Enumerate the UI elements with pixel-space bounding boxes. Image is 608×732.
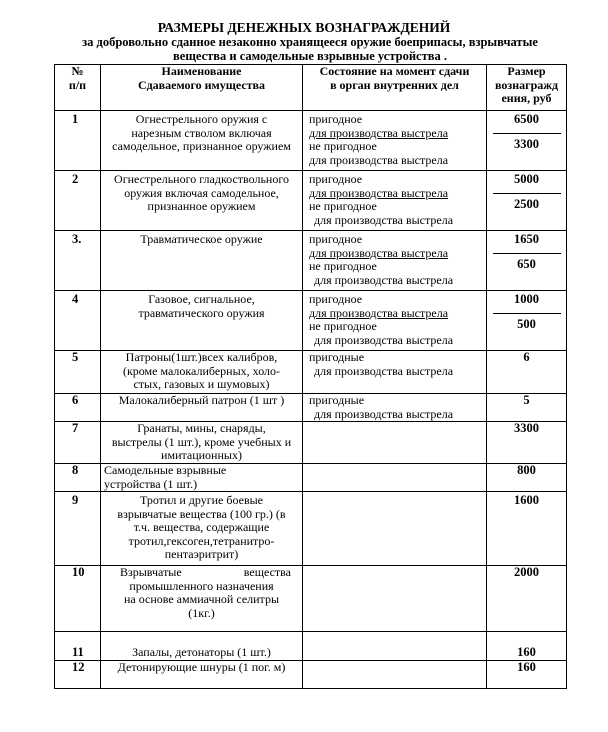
subtitle-line-2: вещества и самодельные взрывные устройства .: [173, 49, 447, 63]
row-reward-amount: [487, 422, 567, 464]
header-num-line-2: п/п: [68, 77, 87, 92]
reward-divider: [493, 193, 561, 194]
table-row: [55, 632, 567, 661]
row-item-state-line: для производства выстрела: [309, 185, 449, 200]
row-item-state: [303, 492, 487, 566]
reward-amount-value: 5000: [514, 172, 539, 186]
row-item-state-line: не пригодное: [309, 139, 377, 153]
table-row: [55, 111, 567, 171]
row-number: 8: [55, 464, 101, 492]
row-item-state-line: для производства выстрела: [309, 152, 449, 167]
row-item-name-word: вещества: [243, 565, 291, 579]
row-item-state-line: для производства выстрела: [314, 363, 454, 378]
row-item-name-line: Тротил и другие боевые: [139, 493, 264, 507]
table-row: [55, 422, 567, 464]
table-row: [55, 566, 567, 632]
row-item-name-line: признанное оружием: [147, 199, 256, 213]
table-row: [55, 351, 567, 394]
reward-amount-alt-value: 500: [517, 316, 536, 331]
row-item-name-line: Огнестрельного оружия с: [135, 112, 268, 126]
table-row: [55, 660, 567, 688]
row-item-state-line: не пригодное: [309, 199, 377, 213]
header-amount: [487, 65, 567, 111]
reward-amount-value: 160: [517, 645, 536, 659]
reward-amount-alt-value: 650: [517, 256, 536, 271]
row-item-name-line: на основе аммиачной селитры: [123, 592, 280, 606]
reward-amount-value: 800: [517, 463, 536, 477]
row-item-name: [101, 632, 303, 661]
row-item-name-line: выстрелы (1 шт.), кроме учебных и: [111, 434, 292, 449]
row-item-name-line: травматического оружия: [138, 305, 265, 320]
reward-amount-alt-value: 2500: [514, 196, 539, 211]
row-item-name-line: Самодельные взрывные: [104, 463, 227, 477]
table-row: [55, 492, 567, 566]
row-item-state: [303, 231, 487, 291]
row-number: 5: [55, 351, 101, 394]
row-item-name-line: нарезным стволом включая: [131, 125, 272, 140]
row-item-state-line: для производства выстрела: [314, 272, 454, 287]
row-item-name: [101, 394, 303, 422]
row-reward-amount: [487, 111, 567, 171]
row-number: 12: [55, 660, 101, 688]
row-item-state-line: для производства выстрела: [309, 125, 449, 140]
row-number: 6: [55, 394, 101, 422]
table-row: [55, 171, 567, 231]
row-item-name: [101, 291, 303, 351]
row-item-state: [303, 171, 487, 231]
row-item-name-word: Взрывчатые: [120, 565, 182, 579]
row-item-name: [101, 660, 303, 688]
reward-amount-value: 160: [517, 659, 536, 674]
row-item-state-line: для производства выстрела: [314, 212, 454, 227]
row-item-name: [101, 171, 303, 231]
header-name-line-1: Наименование: [161, 64, 242, 78]
row-number: 1: [55, 111, 101, 171]
row-item-state-line: пригодное: [309, 112, 363, 126]
row-item-state-line: пригодное: [309, 232, 363, 246]
row-reward-amount: [487, 231, 567, 291]
row-number: 3.: [55, 231, 101, 291]
row-item-state-line: не пригодное: [309, 319, 377, 333]
row-item-state-line: пригодные: [309, 350, 365, 364]
row-item-state: [303, 394, 487, 422]
row-reward-amount: [487, 394, 567, 422]
row-reward-amount: [487, 171, 567, 231]
table-body: [55, 111, 567, 689]
reward-amount-value: 6500: [514, 112, 539, 126]
header-amount-line-1: Размер: [507, 64, 546, 78]
row-item-name: [101, 422, 303, 464]
row-item-state: [303, 351, 487, 394]
rewards-table: [54, 64, 567, 689]
row-reward-amount: [487, 351, 567, 394]
subtitle-line-1: за добровольно сданное незаконно хранящееся оружие боеприпасы, взрывчатые: [82, 35, 538, 49]
reward-amount-value: 1000: [514, 292, 539, 306]
row-item-name-line: Патроны(1шт.)всех калибров,: [125, 350, 278, 364]
row-item-name-line: взрывчатые вещества (100 гр.) (в: [117, 506, 286, 521]
row-item-state: [303, 632, 487, 661]
row-item-name-line: (кроме малокалиберных, холо-: [122, 363, 281, 378]
row-item-state-line: для производства выстрела: [309, 245, 449, 260]
row-item-state-line: для производства выстрела: [314, 406, 454, 421]
header-num: [55, 65, 101, 111]
row-number: 10: [55, 566, 101, 632]
row-item-state: [303, 111, 487, 171]
table-row: [55, 231, 567, 291]
row-item-state-line: пригодное: [309, 292, 363, 306]
reward-amount-alt-value: 3300: [514, 136, 539, 151]
row-item-name-line: стых, газовых и шумовых): [133, 377, 270, 391]
row-item-name-first-line: [104, 566, 299, 580]
row-number: 4: [55, 291, 101, 351]
reward-amount-value: 6: [523, 350, 530, 364]
row-item-state: [303, 566, 487, 632]
row-item-name-line: Запалы, детонаторы (1 шт.): [132, 645, 271, 659]
row-reward-amount: [487, 566, 567, 632]
row-reward-amount: [487, 632, 567, 661]
row-item-state: [303, 464, 487, 492]
row-item-state-line: для производства выстрела: [309, 305, 449, 320]
row-item-name-line: Детонирующие шнуры (1 пог. м): [117, 659, 286, 674]
row-item-name-line: устройства (1 шт.): [104, 476, 198, 491]
row-reward-amount: [487, 291, 567, 351]
row-item-name-line: тротил,гексоген,тетранитро-: [128, 533, 275, 548]
row-number: 2: [55, 171, 101, 231]
row-item-state-line: пригодное: [309, 172, 363, 186]
reward-amount-value: 1600: [514, 493, 539, 507]
document-subtitle: [40, 35, 580, 63]
table-header-row: [55, 65, 567, 111]
row-item-name: [101, 111, 303, 171]
header-name-line-2: Сдаваемого имущества: [137, 77, 266, 92]
reward-amount-value: 3300: [514, 421, 539, 435]
row-item-name-line: Огнестрельного гладкоствольного: [114, 172, 289, 186]
row-item-name-line: Газовое, сигнальное,: [148, 292, 255, 306]
table-row: [55, 464, 567, 492]
table-row: [55, 394, 567, 422]
reward-amount-value: 5: [523, 393, 530, 407]
row-item-name-line: пентаэритрит): [164, 547, 239, 561]
row-item-name-line: т.ч. вещества, содержащие: [133, 520, 270, 534]
table-row: [55, 291, 567, 351]
row-item-name-line: оружия включая самодельное,: [124, 185, 279, 200]
row-number: 7: [55, 422, 101, 464]
row-item-name: [101, 566, 303, 632]
header-amount-line-3: ения, руб: [501, 91, 552, 105]
row-item-state-line: пригодные: [309, 393, 365, 407]
row-reward-amount: [487, 660, 567, 688]
row-item-state: [303, 660, 487, 688]
row-item-state: [303, 422, 487, 464]
row-item-state-line: для производства выстрела: [314, 332, 454, 347]
row-item-name-line: промышленного назначения: [129, 578, 274, 593]
header-state-line-2: в орган внутренних дел: [330, 77, 459, 92]
header-amount-line-2: вознагражд: [494, 77, 559, 92]
reward-divider: [493, 133, 561, 134]
row-reward-amount: [487, 492, 567, 566]
reward-divider: [493, 253, 561, 254]
row-item-name-line: (1кг.): [188, 605, 215, 620]
row-item-state: [303, 291, 487, 351]
reward-amount-value: 2000: [514, 565, 539, 579]
header-num-line-1: №: [71, 64, 84, 78]
header-state-line-1: Состояние на момент сдачи: [319, 64, 470, 78]
row-item-name: [101, 464, 303, 492]
reward-divider: [493, 313, 561, 314]
row-item-name-line: Малокалиберный патрон (1 шт ): [118, 393, 285, 407]
row-item-name: [101, 492, 303, 566]
header-state: [303, 65, 487, 111]
document-title: РАЗМЕРЫ ДЕНЕЖНЫХ ВОЗНАГРАЖДЕНИЙ: [157, 20, 451, 35]
row-item-state-line: не пригодное: [309, 259, 377, 273]
row-item-name: [101, 351, 303, 394]
row-number: 9: [55, 492, 101, 566]
header-name: [101, 65, 303, 111]
row-item-name: [101, 231, 303, 291]
row-item-name-line: Гранаты, мины, снаряды,: [137, 421, 266, 435]
row-item-name-line: имитационных): [161, 448, 242, 462]
row-number: 11: [55, 632, 101, 661]
row-reward-amount: [487, 464, 567, 492]
row-item-name-line: самодельное, признанное оружием: [112, 139, 291, 153]
row-item-name-line: Травматическое оружие: [140, 232, 263, 246]
reward-amount-value: 1650: [514, 232, 539, 246]
